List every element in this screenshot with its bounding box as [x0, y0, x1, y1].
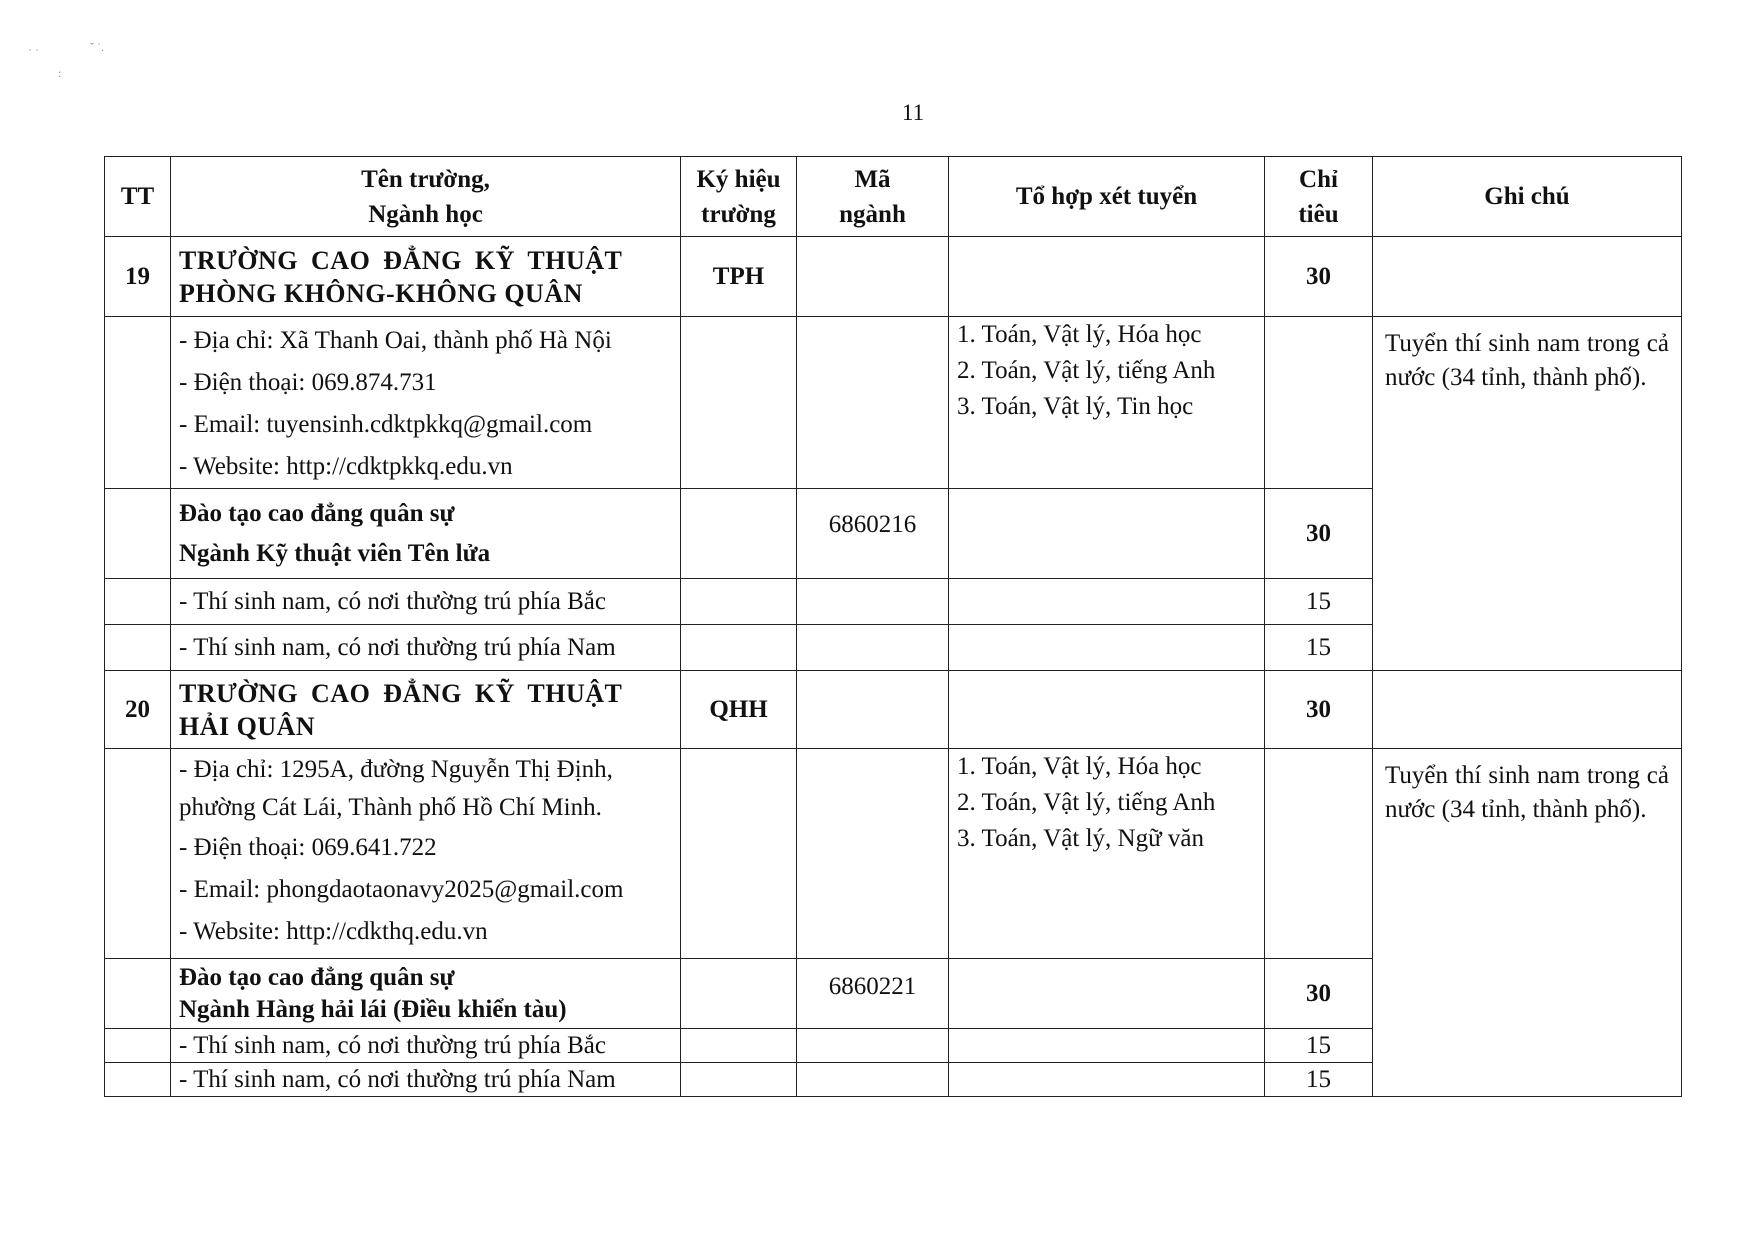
- empty-cell: [105, 1063, 171, 1097]
- program-name: Đào tạo cao đẳng quân sự Ngành Kỹ thuật viên Tên lửa: [171, 489, 681, 579]
- note-cell: Tuyển thí sinh nam trong cả nước (34 tỉnh, thành phố).: [1373, 317, 1682, 671]
- scan-speck: ˇ ˙.: [90, 40, 104, 54]
- header-combo: Tổ hợp xét tuyển: [949, 157, 1265, 237]
- website-line: - Website: http://cdkthq.edu.vn: [179, 918, 488, 945]
- empty-cell: [1373, 671, 1682, 749]
- empty-cell: [681, 317, 797, 489]
- empty-cell: [681, 625, 797, 671]
- empty-cell: [797, 237, 949, 317]
- empty-cell: [949, 1029, 1265, 1063]
- header-note: Ghi chú: [1373, 157, 1682, 237]
- empty-cell: [105, 489, 171, 579]
- empty-cell: [105, 749, 171, 959]
- south-quota: 15: [1265, 625, 1373, 671]
- empty-cell: [949, 959, 1265, 1029]
- email-line: - Email: phongdaotaonavy2025@gmail.com: [179, 876, 624, 903]
- header-tt: TT: [105, 157, 171, 237]
- combo-item: 3. Toán, Vật lý, Tin học: [957, 393, 1194, 420]
- phone-line: - Điện thoại: 069.874.731: [179, 369, 437, 396]
- major-code: 6860216: [797, 489, 949, 579]
- empty-cell: [1265, 317, 1373, 489]
- empty-cell: [797, 317, 949, 489]
- empty-cell: [797, 579, 949, 625]
- header-row: [105, 157, 1682, 237]
- empty-cell: [681, 489, 797, 579]
- combo-item: 3. Toán, Vật lý, Ngữ văn: [957, 825, 1204, 852]
- school-tt: 19: [105, 237, 171, 317]
- phone-line: - Điện thoại: 069.641.722: [179, 834, 437, 861]
- website-line: - Website: http://cdktpkkq.edu.vn: [179, 453, 513, 480]
- school-info-row: [105, 749, 1682, 959]
- south-label: - Thí sinh nam, có nơi thường trú phía Nam: [171, 625, 681, 671]
- school-name: TRƯỜNG CAO ĐẲNG KỸ THUẬT HẢI QUÂN: [171, 671, 681, 749]
- program-quota: 30: [1265, 959, 1373, 1029]
- school-code: QHH: [681, 671, 797, 749]
- school-contact-info: [171, 317, 681, 489]
- combo-item: 1. Toán, Vật lý, Hóa học: [957, 321, 1202, 348]
- school-row: [105, 671, 1682, 749]
- empty-cell: [1265, 749, 1373, 959]
- empty-cell: [105, 317, 171, 489]
- email-line: - Email: tuyensinh.cdktpkkq@gmail.com: [179, 411, 593, 438]
- header-name: Tên trường, Ngành học: [171, 157, 681, 237]
- empty-cell: [681, 749, 797, 959]
- header-major-code: Mã ngành: [797, 157, 949, 237]
- combo-item: 2. Toán, Vật lý, tiếng Anh: [957, 789, 1216, 816]
- empty-cell: [681, 579, 797, 625]
- header-quota: Chỉ tiêu: [1265, 157, 1373, 237]
- empty-cell: [105, 1029, 171, 1063]
- page-number: 11: [901, 100, 925, 125]
- south-quota: 15: [1265, 1063, 1373, 1097]
- empty-cell: [1373, 237, 1682, 317]
- combo-list: [949, 317, 1265, 489]
- school-quota: 30: [1265, 237, 1373, 317]
- empty-cell: [105, 579, 171, 625]
- empty-cell: [105, 625, 171, 671]
- major-code: 6860221: [797, 959, 949, 1029]
- empty-cell: [797, 749, 949, 959]
- empty-cell: [949, 671, 1265, 749]
- school-info-row: [105, 317, 1682, 489]
- admissions-table: [104, 156, 1682, 1097]
- school-row: [105, 237, 1682, 317]
- empty-cell: [949, 579, 1265, 625]
- scan-speck: :: [58, 66, 62, 80]
- empty-cell: [949, 237, 1265, 317]
- south-label: - Thí sinh nam, có nơi thường trú phía Nam: [171, 1063, 681, 1097]
- north-quota: 15: [1265, 1029, 1373, 1063]
- north-quota: 15: [1265, 579, 1373, 625]
- empty-cell: [797, 1063, 949, 1097]
- school-code: TPH: [681, 237, 797, 317]
- empty-cell: [949, 625, 1265, 671]
- header-school-code: Ký hiệu trường: [681, 157, 797, 237]
- school-tt: 20: [105, 671, 171, 749]
- north-label: - Thí sinh nam, có nơi thường trú phía Bắc: [171, 579, 681, 625]
- program-name: Đào tạo cao đẳng quân sự Ngành Hàng hải lái (Điều khiển tàu): [171, 959, 681, 1029]
- school-contact-info: [171, 749, 681, 959]
- empty-cell: [681, 1063, 797, 1097]
- north-label: - Thí sinh nam, có nơi thường trú phía Bắc: [171, 1029, 681, 1063]
- program-quota: 30: [1265, 489, 1373, 579]
- empty-cell: [797, 671, 949, 749]
- note-cell: Tuyển thí sinh nam trong cả nước (34 tỉnh, thành phố).: [1373, 749, 1682, 1097]
- empty-cell: [797, 1029, 949, 1063]
- empty-cell: [105, 959, 171, 1029]
- empty-cell: [949, 489, 1265, 579]
- address-line: phường Cát Lái, Thành phố Hồ Chí Minh.: [179, 794, 602, 821]
- scan-speck: ˙ ˙: [28, 46, 39, 60]
- school-name: TRƯỜNG CAO ĐẲNG KỸ THUẬT PHÒNG KHÔNG-KHÔNG QUÂN: [171, 237, 681, 317]
- empty-cell: [797, 625, 949, 671]
- empty-cell: [949, 1063, 1265, 1097]
- combo-item: 2. Toán, Vật lý, tiếng Anh: [957, 357, 1216, 384]
- empty-cell: [681, 1029, 797, 1063]
- address-line: - Địa chỉ: Xã Thanh Oai, thành phố Hà Nội: [179, 327, 612, 354]
- combo-list: [949, 749, 1265, 959]
- empty-cell: [681, 959, 797, 1029]
- combo-item: 1. Toán, Vật lý, Hóa học: [957, 753, 1202, 780]
- address-line: - Địa chỉ: 1295A, đường Nguyễn Thị Định,: [179, 756, 613, 783]
- school-quota: 30: [1265, 671, 1373, 749]
